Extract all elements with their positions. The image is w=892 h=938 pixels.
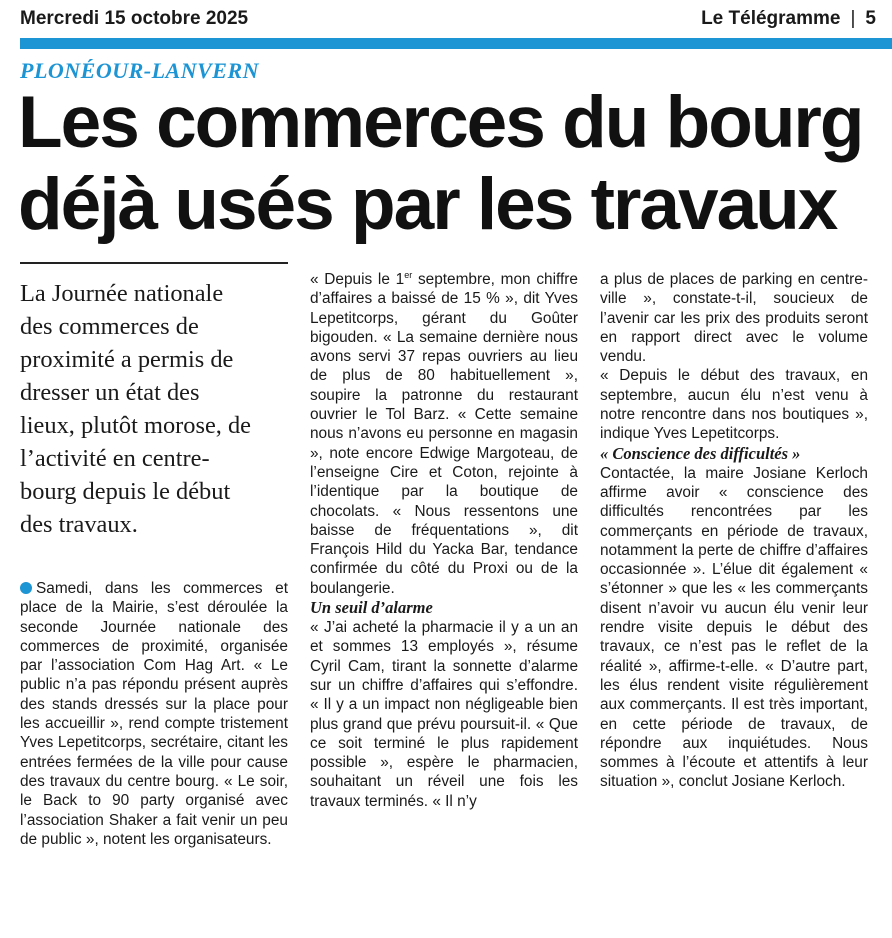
lead-line: proximité a permis de	[20, 346, 234, 373]
paragraph-text: « Depuis le 1	[310, 271, 405, 288]
article-kicker: PLONÉOUR-LANVERN	[20, 58, 260, 83]
lead-line: lieux, plutôt morose, de	[20, 412, 251, 439]
lead-line: bourg depuis le début	[20, 478, 231, 505]
paragraph-text: Samedi, dans les commerces et place de la Mairie, s’est déroulée la seconde Journée nationale des commerces de proximité, organisée par l’association Com Hag Art. « Le public n’a pas répondu présent auprès des stands dressés sur la place pour les accueillir », rend compte tristement Yves Lepetitcorps, secrétaire, citant les entrées fermées de la ville pour cause des travaux du centre bourg. « Le soir, le Back to 90 party organisé avec l’association Shaker a fait venir un peu de public », notent les organisateurs.	[20, 580, 288, 848]
article-column-2	[310, 270, 578, 811]
body-paragraph: Contactée, la maire Josiane Kerloch affirme avoir « conscience des difficultés rencontrées par les commerçants en période de travaux, notamment la perte de chiffre d’affaires occasionnée ». L’élue dit également « s’étonner » que les « les commerçants disent n’avoir vu aucun élu venir leur rendre visite depuis le début des travaux, ce n’est pas le reflet de la réalité », affirme-t-elle. « D’autre part, les élus rendent visite régulièrement aux commerçants. Il est très important, en cette période de travaux, de répondre aux inquiétudes. Nous sommes à l’écoute et attentifs à leur situation », conclut Josiane Kerloch.	[600, 464, 868, 791]
issue-date: Mercredi 15 octobre 2025	[20, 8, 249, 29]
body-paragraph: a plus de places de parking en centre-ville », constate-t-il, soucieux de l’avenir car les prix des produits seront en rapport direct avec le volume vendu.	[600, 271, 868, 366]
article-headline	[18, 82, 878, 246]
article-column-1	[20, 579, 288, 849]
body-paragraph	[310, 270, 578, 598]
page-number: 5	[865, 8, 876, 29]
paragraph-text: septembre, mon chiffre d’affaires a baissé de 15 % », dit Yves Lepetitcorps, gérant du Goûter bigouden. « La semaine dernière nous avons servi 37 repas ouvriers au lieu de plus de 80 habituellement », soupire la patronne du restaurant ouvrier le Tol Barz. « Cette semaine nous n’avons eu personne en magasin », note encore Edwige Margoteau, de l’enseigne Cire et Coton, rejointe à l’identique par la boutique de chocolats. « Nous ressentons une baisse de fréquentations », dit François Hild du Yacka Bar, tendance confirmée du côté du Proxi ou de la boulangerie.	[310, 271, 578, 597]
header-separator: |	[850, 8, 856, 29]
body-paragraph: « Depuis le début des travaux, en septembre, aucun élu n’est venu à notre rencontre dans nos boutiques », indique Yves Lepetitcorps.	[600, 367, 868, 443]
body-paragraph: « J’ai acheté la pharmacie il y a un an et sommes 13 employés », résume Cyril Cam, tirant la sonnette d’alarme sur un chiffre d’affaires qui s’effondre. « Il y a un impact non négligeable bien plus grand que prévu poursuit-il. « Que ce soit terminé le plus rapidement possible », espère le pharmacien, souhaitant un réveil une fois les travaux terminés. « Il n’y	[310, 619, 578, 810]
lead-line: La Journée nationale	[20, 280, 224, 307]
lead-line: des commerces de	[20, 313, 199, 340]
ordinal-superscript: er	[404, 270, 413, 280]
lead-line: l’activité en centre-	[20, 445, 210, 472]
newspaper-name: Le Télégramme	[701, 8, 841, 29]
article-column-3	[600, 270, 868, 792]
headline-line-2: déjà usés par les travaux	[18, 164, 837, 245]
lead-line: des travaux.	[20, 511, 138, 538]
body-paragraph	[20, 579, 288, 849]
article-lead	[20, 277, 288, 541]
page-header	[20, 4, 876, 34]
section-color-band	[20, 38, 892, 49]
lead-line: dresser un état des	[20, 379, 200, 406]
subheading: « Conscience des difficultés »	[600, 443, 801, 463]
subheading: Un seuil d’alarme	[310, 598, 433, 618]
lead-divider	[20, 262, 288, 264]
masthead	[701, 8, 876, 30]
bullet-dot-icon	[20, 582, 32, 594]
headline-line-1: Les commerces du bourg	[18, 82, 863, 163]
